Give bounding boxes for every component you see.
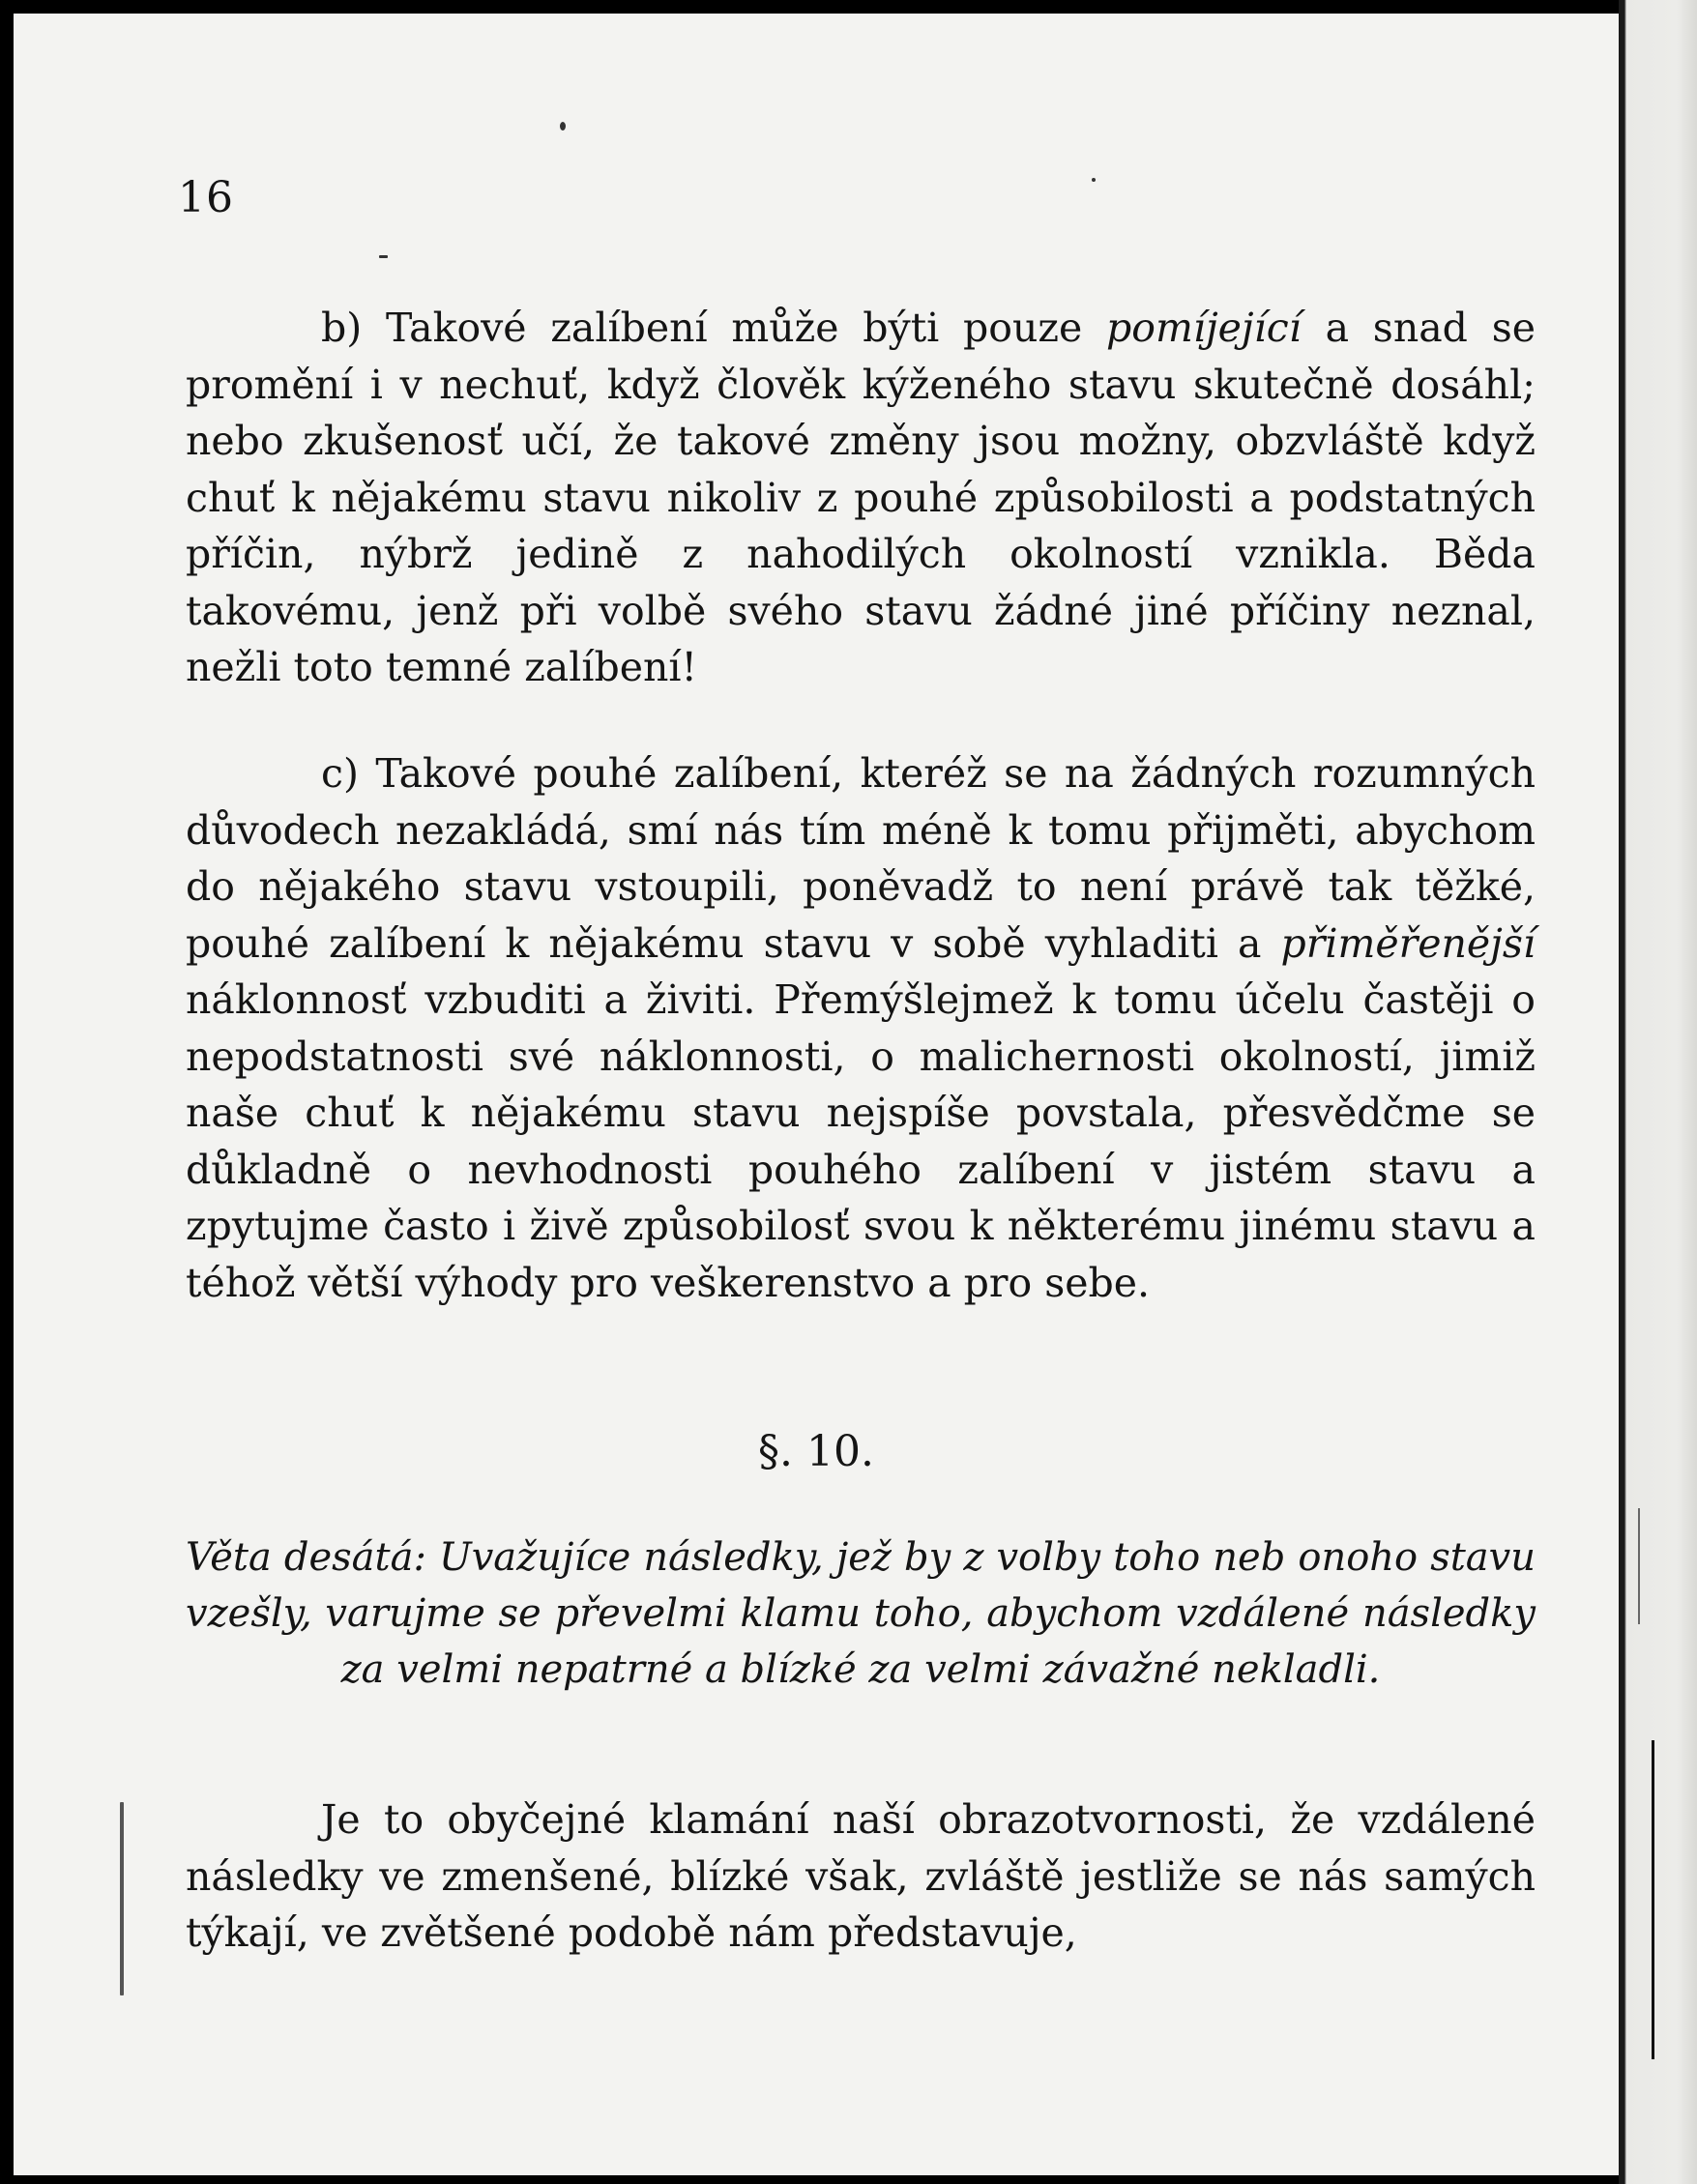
scan-speck (379, 255, 388, 258)
paragraph-b-rest: a snad se promění i v nechuť, když člověk kýženého stavu skutečně dosáhl; nebo zkušenosť učí, že takové změny jsou možny, obzvláště když chuť k nějakému stavu nikoliv z pouhé způsobilosti a podstatných příčin, nýbrž jedině z nahodilých okolností vznikla. Běda takovému, jenž při volbě svého stavu žádné jiné příčiny neznal, nežli toto temné zalíbení! (186, 305, 1536, 690)
paragraph-final (186, 1791, 1536, 1962)
edge-rule (1652, 1740, 1654, 2059)
sentence-ten (186, 1529, 1536, 1698)
scan-speck (560, 122, 566, 131)
book-page (14, 14, 1619, 2175)
paragraph-c-emphasis: přiměřenější (1280, 919, 1536, 967)
edge-rule (1638, 1508, 1640, 1624)
sentence-ten-label: Věta desátá: (186, 1535, 426, 1580)
paragraph-c (186, 745, 1536, 1311)
scan-speck (120, 1802, 124, 1995)
section-heading: §. 10. (758, 1427, 874, 1476)
scan-speck (1092, 178, 1096, 182)
paragraph-b (186, 300, 1536, 696)
paragraph-final-text: Je to obyčejné klamání naší obrazotvornosti, že vzdálené následky ve zmenšené, blízké však, zvláště jestliže se nás samých týkají, ve zvětšené podobě nám představuje, (186, 1796, 1536, 1956)
paragraph-c-prefix: c) Takové pouhé zalíbení, kteréž se na žádných rozumných důvodech nezakládá, smí nás tím méně k tomu přijměti, abychom do nějakého stavu vstoupili, poněvadž to není právě tak těžké, pouhé zalíbení k nějakému stavu v sobě vyhladiti a (186, 750, 1536, 967)
paragraph-b-emphasis: pomíjející (1106, 305, 1302, 351)
paragraph-b-prefix: b) Takové zalíbení může býti pouze (321, 305, 1107, 351)
page-edge (1619, 0, 1697, 2184)
page-number: 16 (178, 173, 234, 222)
sentence-ten-text: Uvažujíce následky, jež by z volby toho neb onoho stavu vzešly, varujme se převelmi klamu toho, abychom vzdálené následky za velmi nepatrné a blízké za velmi závažné nekladli. (186, 1535, 1536, 1692)
paragraph-c-rest: náklonnosť vzbuditi a živiti. Přemýšlejmež k tomu účelu častěji o nepodstatnosti své náklonnosti, o malichernosti okolností, jimiž naše chuť k nějakému stavu nejspíše povstala, přesvědčme se důkladně o nevhodnosti pouhého zalíbení v jistém stavu a zpytujme často i živě způsobilosť svou k některému jinému stavu a téhož větší výhody pro veškerenstvo a pro sebe. (186, 976, 1536, 1306)
